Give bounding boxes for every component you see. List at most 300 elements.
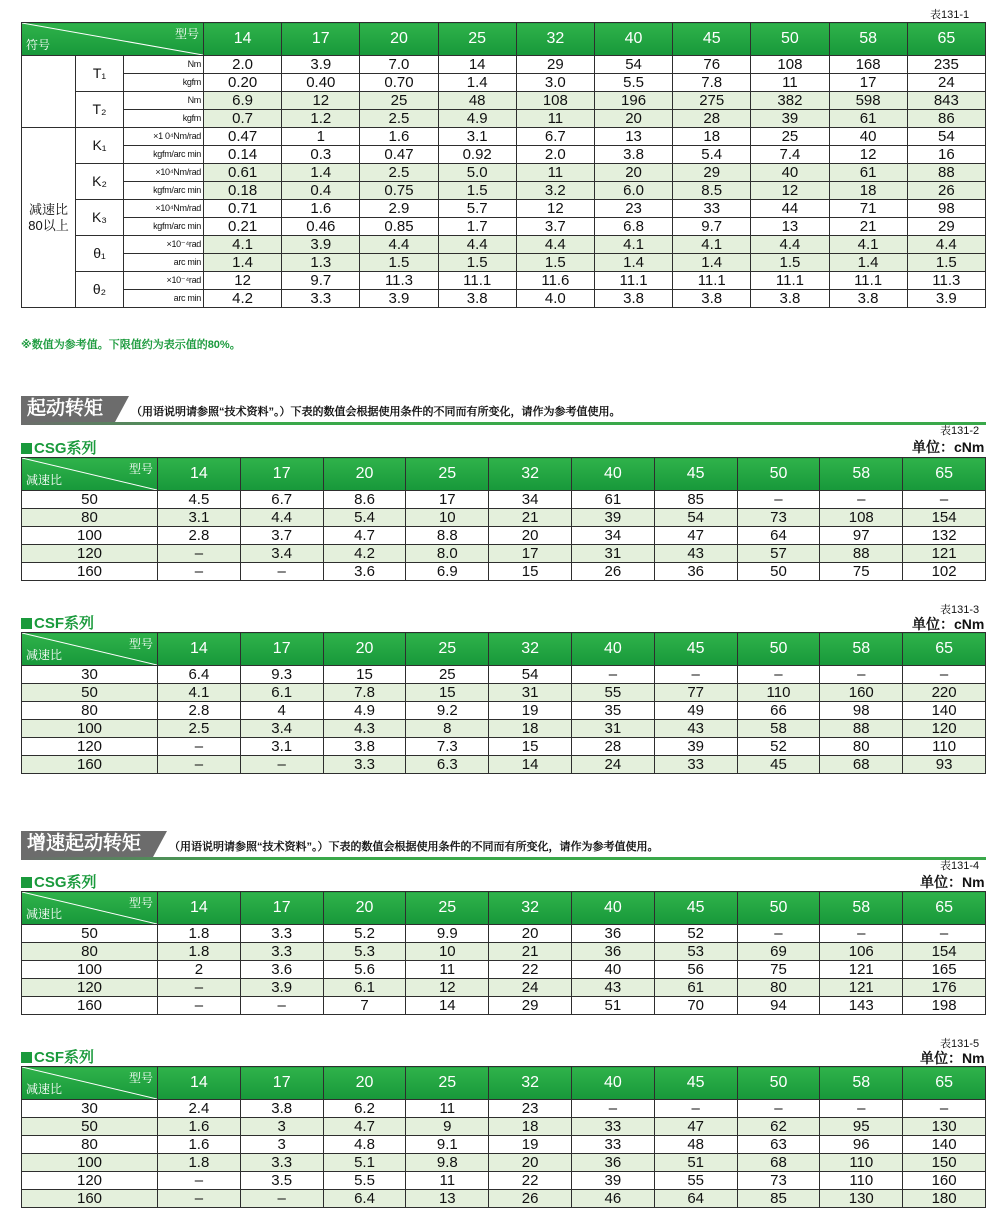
value-cell: 40	[571, 961, 654, 979]
header-ratio-label: 减速比	[26, 473, 63, 487]
value-cell: 2.8	[158, 702, 241, 720]
value-cell: 88	[820, 720, 903, 738]
value-cell: 61	[829, 164, 907, 182]
value-cell: 18	[673, 128, 751, 146]
value-cell: 94	[737, 997, 820, 1015]
value-cell: 11.1	[673, 272, 751, 290]
value-cell: 132	[903, 527, 986, 545]
model-header: 14	[158, 458, 241, 491]
value-cell: 0.71	[204, 200, 282, 218]
value-cell: 35	[571, 702, 654, 720]
header-row	[22, 633, 986, 666]
value-cell: 28	[673, 110, 751, 128]
square-bullet-icon	[21, 618, 32, 629]
model-header: 17	[282, 23, 360, 56]
value-cell: 15	[323, 666, 406, 684]
value-cell: 10	[406, 943, 489, 961]
value-cell: 21	[489, 943, 572, 961]
value-cell: 51	[571, 997, 654, 1015]
table-row	[22, 272, 986, 290]
value-cell: 15	[489, 738, 572, 756]
value-cell: 14	[438, 56, 516, 74]
value-cell: 54	[907, 128, 985, 146]
section-header-starting-torque	[21, 396, 986, 425]
value-cell: 39	[654, 738, 737, 756]
value-cell: 0.40	[282, 74, 360, 92]
table-row	[22, 110, 986, 128]
value-cell: 121	[820, 961, 903, 979]
value-cell: 3.3	[240, 925, 323, 943]
model-header: 65	[903, 633, 986, 666]
value-cell: 22	[489, 961, 572, 979]
value-cell: 0.47	[360, 146, 438, 164]
header-corner	[22, 458, 158, 491]
value-cell: –	[820, 1100, 903, 1118]
value-cell: 3.8	[829, 290, 907, 308]
table-row	[22, 1190, 986, 1208]
value-cell: 3.6	[323, 563, 406, 581]
value-cell: 50	[737, 563, 820, 581]
value-cell: 4.7	[323, 1118, 406, 1136]
value-cell: 54	[594, 56, 672, 74]
model-header: 65	[903, 458, 986, 491]
header-model-label: 型号	[128, 896, 153, 910]
model-header: 45	[654, 633, 737, 666]
ratio-cell: 50	[22, 684, 158, 702]
value-cell: 93	[903, 756, 986, 774]
rigidity-table	[21, 22, 986, 308]
table-row	[22, 128, 986, 146]
value-cell: 62	[737, 1118, 820, 1136]
table-row	[22, 1172, 986, 1190]
value-cell: 4.1	[673, 236, 751, 254]
value-cell: 0.92	[438, 146, 516, 164]
value-cell: 33	[571, 1118, 654, 1136]
value-cell: 4.0	[516, 290, 594, 308]
value-cell: 4.2	[204, 290, 282, 308]
table-row	[22, 563, 986, 581]
value-cell: 1.6	[282, 200, 360, 218]
value-cell: 12	[282, 92, 360, 110]
unit-cell: ×10⁴Nm/rad	[124, 200, 204, 218]
model-header: 45	[654, 458, 737, 491]
table-row	[22, 290, 986, 308]
value-cell: –	[903, 666, 986, 684]
value-cell: 1.8	[158, 943, 241, 961]
value-cell: 168	[829, 56, 907, 74]
value-cell: 4	[240, 702, 323, 720]
value-cell: 49	[654, 702, 737, 720]
unit-cell: kgfm/arc min	[124, 182, 204, 200]
value-cell: 3.8	[751, 290, 829, 308]
value-cell: 5.2	[323, 925, 406, 943]
table-row	[22, 56, 986, 74]
value-cell: 9.7	[282, 272, 360, 290]
value-cell: 5.5	[323, 1172, 406, 1190]
value-cell: –	[240, 756, 323, 774]
value-cell: 55	[571, 684, 654, 702]
value-cell: 11.1	[751, 272, 829, 290]
value-cell: 3.9	[282, 236, 360, 254]
value-cell: 6.1	[323, 979, 406, 997]
value-cell: –	[737, 925, 820, 943]
model-header: 25	[438, 23, 516, 56]
value-cell: 110	[820, 1154, 903, 1172]
value-cell: 6.2	[323, 1100, 406, 1118]
value-cell: 9.8	[406, 1154, 489, 1172]
ratio-cell: 160	[22, 756, 158, 774]
table-row	[22, 545, 986, 563]
model-header: 40	[571, 633, 654, 666]
value-cell: 843	[907, 92, 985, 110]
value-cell: 61	[654, 979, 737, 997]
footnote: ※数值为参考值。下限值约为表示值的80%。	[21, 339, 241, 351]
value-cell: 15	[489, 563, 572, 581]
value-cell: 196	[594, 92, 672, 110]
value-cell: 39	[571, 1172, 654, 1190]
value-cell: 3.9	[282, 56, 360, 74]
value-cell: 160	[903, 1172, 986, 1190]
value-cell: 2.5	[360, 164, 438, 182]
backdriving-torque-csg-table	[21, 891, 986, 1015]
value-cell: 53	[654, 943, 737, 961]
value-cell: 69	[737, 943, 820, 961]
value-cell: 11.1	[438, 272, 516, 290]
table-row	[22, 979, 986, 997]
value-cell: 51	[654, 1154, 737, 1172]
table-row	[22, 1136, 986, 1154]
value-cell: 39	[571, 509, 654, 527]
model-header: 65	[903, 892, 986, 925]
model-header: 20	[360, 23, 438, 56]
value-cell: 11	[406, 1100, 489, 1118]
unit-cell: ×10⁻⁴rad	[124, 236, 204, 254]
value-cell: 0.7	[204, 110, 282, 128]
model-header: 50	[737, 458, 820, 491]
series-title: CSG系列	[21, 437, 97, 458]
value-cell: 47	[654, 1118, 737, 1136]
value-cell: 4.2	[323, 545, 406, 563]
value-cell: –	[820, 491, 903, 509]
value-cell: 5.4	[673, 146, 751, 164]
header-model-label: 型号	[128, 1071, 153, 1085]
value-cell: –	[903, 925, 986, 943]
unit-cell: kgfm	[124, 110, 204, 128]
value-cell: 29	[673, 164, 751, 182]
model-header: 17	[240, 1067, 323, 1100]
value-cell: 98	[820, 702, 903, 720]
ratio-group-label: 减速比 80以上	[22, 128, 76, 308]
table-row	[22, 146, 986, 164]
value-cell: 22	[489, 1172, 572, 1190]
value-cell: 4.4	[438, 236, 516, 254]
starting-torque-csf-table	[21, 632, 986, 774]
section-title-tail	[153, 831, 167, 857]
value-cell: 29	[516, 56, 594, 74]
section-rule	[21, 857, 986, 860]
header-corner	[22, 892, 158, 925]
value-cell: 1.4	[204, 254, 282, 272]
value-cell: 143	[820, 997, 903, 1015]
value-cell: 20	[489, 527, 572, 545]
value-cell: 61	[829, 110, 907, 128]
value-cell: –	[903, 1100, 986, 1118]
model-header: 50	[751, 23, 829, 56]
value-cell: 6.4	[323, 1190, 406, 1208]
value-cell: 3.3	[240, 1154, 323, 1172]
value-cell: 154	[903, 509, 986, 527]
value-cell: 4.4	[907, 236, 985, 254]
ratio-cell: 30	[22, 666, 158, 684]
ratio-cell: 120	[22, 738, 158, 756]
value-cell: 36	[571, 1154, 654, 1172]
value-cell: 2.4	[158, 1100, 241, 1118]
unit-cell: kgfm/arc min	[124, 146, 204, 164]
value-cell: 75	[820, 563, 903, 581]
value-cell: 3.9	[360, 290, 438, 308]
value-cell: 4.4	[516, 236, 594, 254]
value-cell: 64	[654, 1190, 737, 1208]
ratio-cell: 80	[22, 702, 158, 720]
value-cell: 4.4	[751, 236, 829, 254]
header-ratio-label: 减速比	[26, 907, 63, 921]
value-cell: 1.4	[829, 254, 907, 272]
value-cell: 36	[571, 943, 654, 961]
value-cell: 95	[820, 1118, 903, 1136]
value-cell: 2.0	[516, 146, 594, 164]
value-cell: 1.8	[158, 1154, 241, 1172]
symbol-cell: θ₁	[76, 236, 124, 272]
table-row	[22, 1118, 986, 1136]
ratio-cell: 80	[22, 943, 158, 961]
value-cell: 6.4	[158, 666, 241, 684]
value-cell: 75	[737, 961, 820, 979]
value-cell: 235	[907, 56, 985, 74]
value-cell: 9.2	[406, 702, 489, 720]
value-cell: 102	[903, 563, 986, 581]
value-cell: 14	[489, 756, 572, 774]
value-cell: 12	[406, 979, 489, 997]
model-header: 20	[323, 1067, 406, 1100]
value-cell: 3.9	[907, 290, 985, 308]
value-cell: 140	[903, 1136, 986, 1154]
value-cell: 7.0	[360, 56, 438, 74]
symbol-cell: T₁	[76, 56, 124, 92]
value-cell: 2	[158, 961, 241, 979]
value-cell: 3.7	[240, 527, 323, 545]
value-cell: 85	[654, 491, 737, 509]
symbol-cell: K₃	[76, 200, 124, 236]
table-row	[22, 218, 986, 236]
value-cell: 108	[820, 509, 903, 527]
model-header: 17	[240, 892, 323, 925]
value-cell: 20	[594, 110, 672, 128]
value-cell: 48	[438, 92, 516, 110]
value-cell: 80	[737, 979, 820, 997]
value-cell: 3.1	[438, 128, 516, 146]
table-row	[22, 254, 986, 272]
value-cell: 1.5	[438, 182, 516, 200]
value-cell: 2.0	[204, 56, 282, 74]
value-cell: 21	[489, 509, 572, 527]
value-cell: 73	[737, 509, 820, 527]
value-cell: 0.4	[282, 182, 360, 200]
value-cell: 34	[489, 491, 572, 509]
value-cell: 4.8	[323, 1136, 406, 1154]
value-cell: 39	[751, 110, 829, 128]
model-header: 20	[323, 892, 406, 925]
value-cell: –	[158, 756, 241, 774]
value-cell: –	[737, 491, 820, 509]
value-cell: 3.8	[673, 290, 751, 308]
value-cell: 1.5	[516, 254, 594, 272]
value-cell: 52	[737, 738, 820, 756]
value-cell: 110	[903, 738, 986, 756]
value-cell: 5.6	[323, 961, 406, 979]
unit-cell: ×10⁻⁴rad	[124, 272, 204, 290]
value-cell: 121	[820, 979, 903, 997]
value-cell: 43	[654, 545, 737, 563]
value-cell: 1.4	[673, 254, 751, 272]
model-header: 65	[903, 1067, 986, 1100]
value-cell: 36	[571, 925, 654, 943]
value-cell: 120	[903, 720, 986, 738]
model-header: 32	[516, 23, 594, 56]
value-cell: 17	[406, 491, 489, 509]
table-row	[22, 738, 986, 756]
value-cell: 1.5	[360, 254, 438, 272]
series-title: CSF系列	[21, 1046, 94, 1067]
header-ratio-label: 减速比	[26, 648, 63, 662]
value-cell: 3.8	[594, 290, 672, 308]
value-cell: 4.3	[323, 720, 406, 738]
value-cell: 63	[737, 1136, 820, 1154]
header-symbol-label: 符号	[26, 38, 51, 52]
value-cell: 12	[829, 146, 907, 164]
table-row	[22, 1154, 986, 1172]
value-cell: 1	[282, 128, 360, 146]
value-cell: 25	[406, 666, 489, 684]
ratio-cell: 50	[22, 925, 158, 943]
value-cell: 17	[489, 545, 572, 563]
value-cell: 3.4	[240, 545, 323, 563]
value-cell: 98	[907, 200, 985, 218]
value-cell: 6.0	[594, 182, 672, 200]
table-row	[22, 182, 986, 200]
value-cell: 18	[829, 182, 907, 200]
value-cell: 3.6	[240, 961, 323, 979]
value-cell: 0.70	[360, 74, 438, 92]
value-cell: 4.1	[829, 236, 907, 254]
ratio-cell: 120	[22, 545, 158, 563]
value-cell: 1.4	[594, 254, 672, 272]
value-cell: 17	[829, 74, 907, 92]
value-cell: 45	[737, 756, 820, 774]
value-cell: 40	[829, 128, 907, 146]
value-cell: 46	[571, 1190, 654, 1208]
value-cell: 0.85	[360, 218, 438, 236]
value-cell: –	[571, 1100, 654, 1118]
ratio-cell: 80	[22, 1136, 158, 1154]
value-cell: 154	[903, 943, 986, 961]
header-corner	[22, 633, 158, 666]
value-cell: 11	[406, 961, 489, 979]
model-header: 25	[406, 458, 489, 491]
series-title: CSG系列	[21, 871, 97, 892]
value-cell: 6.3	[406, 756, 489, 774]
value-cell: 1.6	[158, 1136, 241, 1154]
value-cell: 33	[571, 1136, 654, 1154]
value-cell: –	[240, 1190, 323, 1208]
model-header: 32	[489, 633, 572, 666]
value-cell: 33	[673, 200, 751, 218]
header-row	[22, 1067, 986, 1100]
model-header: 14	[158, 892, 241, 925]
value-cell: 11	[516, 164, 594, 182]
value-cell: 9	[406, 1118, 489, 1136]
table-number: 表131-4	[940, 860, 980, 872]
value-cell: 25	[751, 128, 829, 146]
value-cell: 108	[516, 92, 594, 110]
value-cell: 3.1	[158, 509, 241, 527]
value-cell: 19	[489, 702, 572, 720]
value-cell: 130	[820, 1190, 903, 1208]
value-cell: 382	[751, 92, 829, 110]
value-cell: 11	[516, 110, 594, 128]
unit-cell: Nm	[124, 92, 204, 110]
unit-label: 单位：cNm	[912, 439, 985, 455]
model-header: 50	[737, 892, 820, 925]
value-cell: 3.4	[240, 720, 323, 738]
value-cell: 3	[240, 1136, 323, 1154]
value-cell: 108	[751, 56, 829, 74]
value-cell: 43	[571, 979, 654, 997]
ratio-cell: 100	[22, 1154, 158, 1172]
value-cell: 8.5	[673, 182, 751, 200]
model-header: 50	[737, 633, 820, 666]
value-cell: 15	[406, 684, 489, 702]
table-row	[22, 997, 986, 1015]
value-cell: 61	[571, 491, 654, 509]
value-cell: 0.46	[282, 218, 360, 236]
header-row	[22, 458, 986, 491]
model-header: 40	[571, 892, 654, 925]
value-cell: 1.2	[282, 110, 360, 128]
model-header: 45	[654, 1067, 737, 1100]
value-cell: 29	[907, 218, 985, 236]
section-rule	[21, 422, 986, 425]
value-cell: 1.5	[751, 254, 829, 272]
value-cell: 19	[489, 1136, 572, 1154]
value-cell: 6.1	[240, 684, 323, 702]
unit-cell: kgfm/arc min	[124, 218, 204, 236]
value-cell: 110	[820, 1172, 903, 1190]
value-cell: 11	[751, 74, 829, 92]
value-cell: 1.6	[360, 128, 438, 146]
value-cell: –	[158, 997, 241, 1015]
value-cell: 9.1	[406, 1136, 489, 1154]
value-cell: 66	[737, 702, 820, 720]
value-cell: 198	[903, 997, 986, 1015]
value-cell: –	[654, 666, 737, 684]
value-cell: 0.14	[204, 146, 282, 164]
ratio-cell: 50	[22, 491, 158, 509]
value-cell: 11.3	[907, 272, 985, 290]
table-row	[22, 925, 986, 943]
value-cell: 6.7	[240, 491, 323, 509]
value-cell: 12	[204, 272, 282, 290]
model-header: 32	[489, 458, 572, 491]
